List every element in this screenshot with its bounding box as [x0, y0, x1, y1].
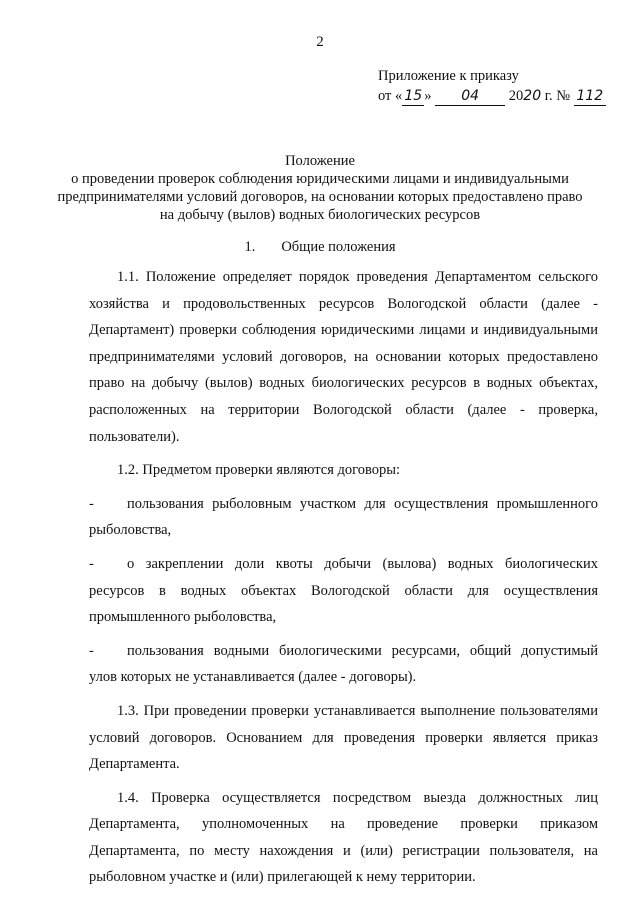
document-subtitle: о проведении проверок соблюдения юридическими лицами и индивидуальными предпринимателями условий договоров, на основании которых предоставлено право на добычу (вылов) водных биологических ресурсов: [57, 171, 583, 223]
list-marker: -: [89, 642, 94, 659]
section-heading: [0, 239, 640, 256]
page-number: 2: [316, 34, 324, 50]
date-prefix: от «: [378, 88, 403, 104]
year-suffix: 20: [523, 88, 542, 104]
document-body: [89, 264, 598, 898]
paragraph-1-3: 1.3. При проведении проверки устанавливается выполнение пользователями условий договоров. Основанием для проведения проверки является приказ Департамента.: [89, 702, 598, 773]
paragraph-1-1: 1.1. Положение определяет порядок проведения Департаментом сельского хозяйства и продовольственных ресурсов Вологодской области (далее - Департамент) проверки соблюдения юридическими лицами и индивидуальными предпринимателями условий договоров, на основании которых предоставлено право на добычу (вылов) водных биологических ресурсов в водных объектах, расположенных на территории Вологодской области (далее - проверка, пользователи).: [89, 269, 598, 445]
date-mid: »: [424, 88, 432, 104]
list-marker: -: [89, 495, 94, 512]
list-marker: -: [89, 555, 94, 572]
list-item: [89, 551, 598, 631]
list-item-text: пользования рыболовным участком для осуществления промышленного рыболовства,: [89, 495, 598, 539]
section-title: Общие положения: [281, 239, 396, 255]
year-prefix: 20: [508, 88, 524, 104]
paragraph-1-4: 1.4. Проверка осуществляется посредством выезда должностных лиц Департамента, уполномоченных на проведение проверки приказом Департамента, по месту нахождения и (или) регистрации пользователя, на рыболовном участке и (или) прилегающей к нему территории.: [89, 789, 598, 886]
list-item: [89, 638, 598, 691]
order-number: 112: [574, 87, 606, 106]
section-number: 1.: [244, 239, 256, 255]
list-item-text: о закреплении доли квоты добычи (вылова) водных биологических ресурсов в водных объектах Вологодской области для осуществления промышленного рыболовства,: [89, 555, 598, 626]
appendix-block: [378, 66, 606, 106]
appendix-title: Приложение к приказу: [378, 68, 519, 84]
list-item: [89, 491, 598, 544]
number-label: г. №: [544, 88, 571, 104]
appendix-date-line: [378, 86, 606, 106]
document-title: Положение: [285, 153, 355, 169]
document-heading: [50, 152, 590, 224]
date-day: 15: [402, 87, 424, 106]
date-month: 04: [435, 87, 505, 106]
paragraph-1-2: 1.2. Предметом проверки являются договоры:: [117, 462, 400, 479]
list-item-text: пользования водными биологическими ресурсами, общий допустимый улов которых не устанавливается (далее - договоры).: [89, 642, 598, 686]
